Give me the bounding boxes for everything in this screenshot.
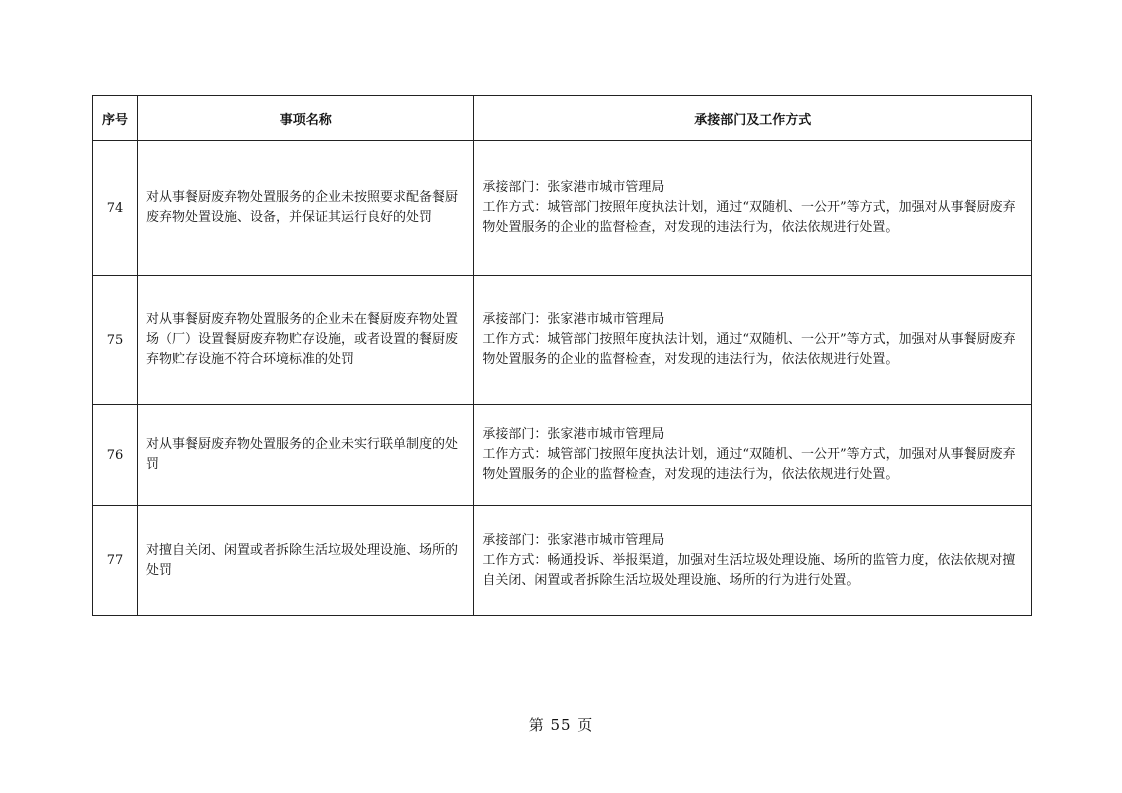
method-line: 工作方式：城管部门按照年度执法计划，通过“双随机、一公开”等方式，加强对从事餐厨废弃物处置服务的企业的监督检查，对发现的违法行为，依法依规进行处置。 — [482, 332, 1016, 367]
method-line: 工作方式：畅通投诉、举报渠道，加强对生活垃圾处理设施、场所的监管力度，依法依规对擅自关闭、闲置或者拆除生活垃圾处理设施、场所的行为进行处置。 — [482, 552, 1016, 588]
row-number: 74 — [93, 141, 138, 276]
row-number: 75 — [93, 276, 138, 405]
method-line: 工作方式：城管部门按照年度执法计划，通过“双随机、一公开”等方式，加强对从事餐厨废弃物处置服务的企业的监督检查，对发现的违法行为，依法依规进行处置。 — [482, 200, 1016, 235]
page-number: 第 55 页 — [528, 716, 594, 734]
table-header-row — [93, 96, 1032, 141]
dept-line: 承接部门：张家港市城市管理局 — [482, 532, 665, 548]
table-row — [93, 276, 1032, 405]
dept-method-cell — [474, 141, 1032, 276]
items-table — [92, 95, 1032, 616]
dept-line: 承接部门：张家港市城市管理局 — [482, 427, 665, 442]
item-name: 对从事餐厨废弃物处置服务的企业未在餐厨废弃物处置场（厂）设置餐厨废弃物贮存设施，或者设置的餐厨废弃物贮存设施不符合环境标准的处罚 — [138, 276, 474, 405]
row-number: 76 — [93, 405, 138, 506]
dept-method-cell — [474, 506, 1032, 616]
item-name: 对擅自关闭、闲置或者拆除生活垃圾处理设施、场所的处罚 — [138, 506, 474, 616]
table-row — [93, 141, 1032, 276]
dept-method-cell — [474, 405, 1032, 506]
header-dept-method: 承接部门及工作方式 — [474, 96, 1032, 141]
method-line: 工作方式：城管部门按照年度执法计划，通过“双随机、一公开”等方式，加强对从事餐厨废弃物处置服务的企业的监督检查，对发现的违法行为，依法依规进行处置。 — [482, 447, 1016, 482]
item-name: 对从事餐厨废弃物处置服务的企业未实行联单制度的处罚 — [138, 405, 474, 506]
table-row — [93, 506, 1032, 616]
header-no: 序号 — [93, 96, 138, 141]
dept-line: 承接部门：张家港市城市管理局 — [482, 312, 665, 327]
header-item-name: 事项名称 — [138, 96, 474, 141]
row-number: 77 — [93, 506, 138, 616]
item-name: 对从事餐厨废弃物处置服务的企业未按照要求配备餐厨废弃物处置设施、设备，并保证其运行良好的处罚 — [138, 141, 474, 276]
table-row — [93, 405, 1032, 506]
dept-line: 承接部门：张家港市城市管理局 — [482, 180, 665, 195]
dept-method-cell — [474, 276, 1032, 405]
